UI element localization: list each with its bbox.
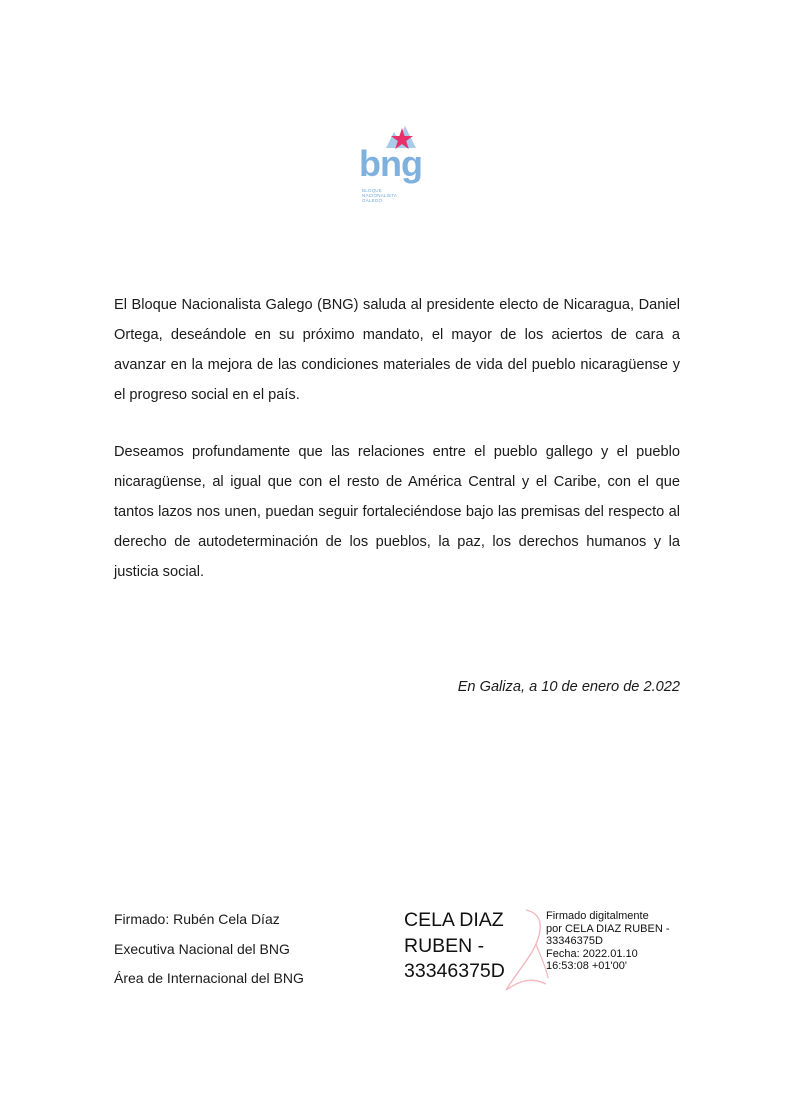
signature-detail-line: 16:53:08 +01'00' xyxy=(546,960,627,973)
signature-detail-line: por CELA DIAZ RUBEN - xyxy=(546,922,670,935)
body-paragraph-2: Deseamos profundamente que las relaciones entre el pueblo gallego y el pueblo nicaragüense, al igual que con el resto de América Central y el Caribe, con el que tantos lazos nos unen, puedan seguir fortaleciéndose bajo las premisas del respecto al derecho de autodeterminación de los pueblos, la paz, los derechos humanos y la justicia social. xyxy=(114,444,680,580)
logo-subtitle xyxy=(362,188,422,203)
logo-subtitle-line: NACIONALISTA xyxy=(362,193,398,198)
signer-area: Área de Internacional del BNG xyxy=(114,970,304,986)
logo-subtitle-line: GALEGO xyxy=(362,198,383,203)
body-paragraph-1: El Bloque Nacionalista Galego (BNG) saluda al presidente electo de Nicaragua, Daniel Ortega, deseándole en su próximo mandato, el mayor de los aciertos de cara a avanzar en la mejora de las condiciones materiales de vida del pueblo nicaragüense y el progreso social en el país. xyxy=(114,297,680,403)
place-date-line: En Galiza, a 10 de enero de 2.022 xyxy=(457,679,680,695)
signer-role: Executiva Nacional del BNG xyxy=(114,940,290,957)
signature-name xyxy=(404,908,544,985)
digital-signature-stamp[interactable] xyxy=(404,904,684,1004)
signature-detail-line: 33346375D xyxy=(546,935,603,948)
logo-wordmark: bng xyxy=(359,143,422,184)
signature-name-line: CELA DIAZ xyxy=(404,909,504,931)
logo-subtitle-line: BLOQUE xyxy=(362,188,382,193)
signature-details xyxy=(546,910,686,973)
signer-block xyxy=(114,905,374,994)
signature-name-line: RUBEN - xyxy=(404,934,485,957)
signature-detail-line: Firmado digitalmente xyxy=(546,910,649,922)
signature-name-line: 33346375D xyxy=(404,960,505,982)
signature-detail-line: Fecha: 2022.01.10 xyxy=(546,947,638,960)
signer-name: Firmado: Rubén Cela Díaz xyxy=(114,911,280,927)
